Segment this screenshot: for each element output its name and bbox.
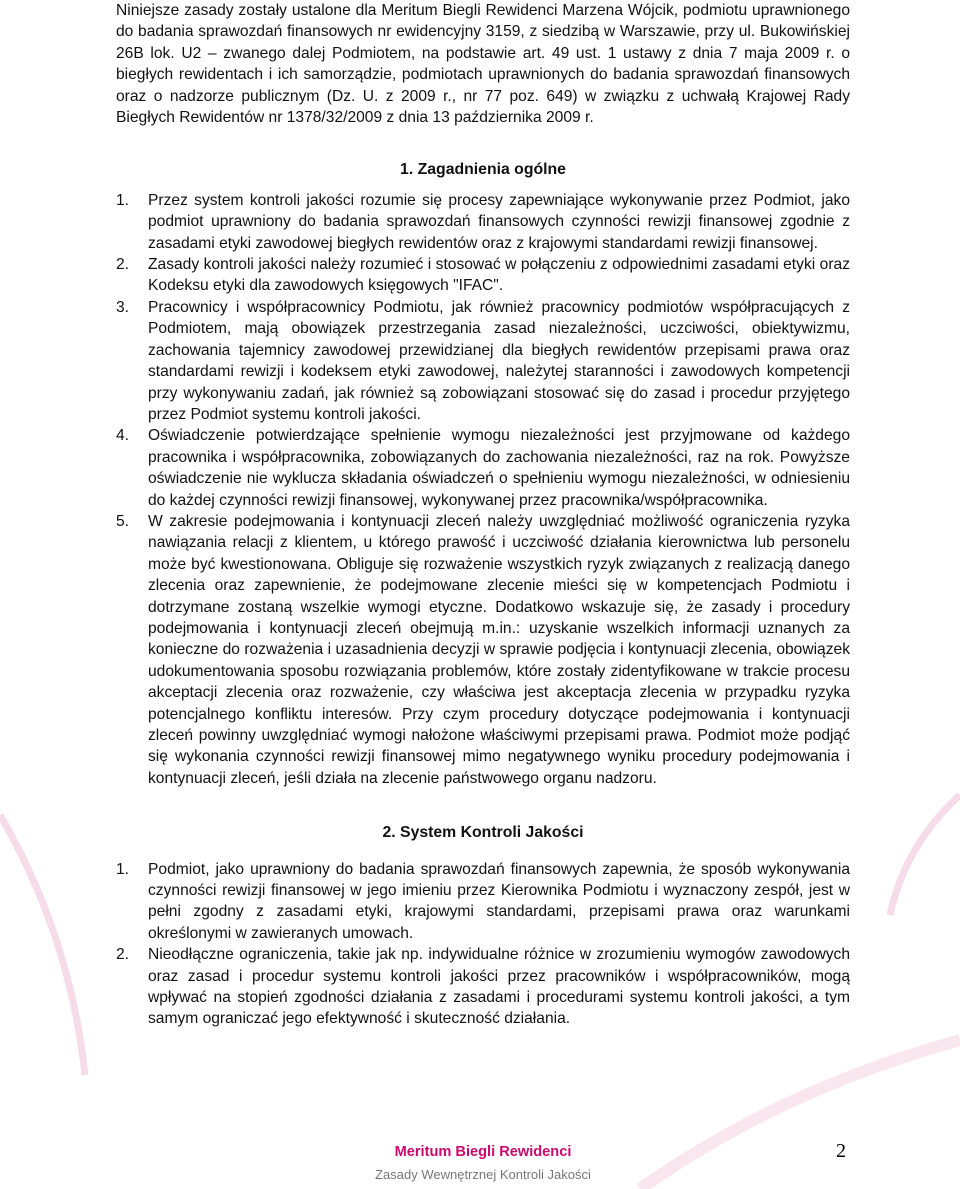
list-item: 4. Oświadczenie potwierdzające spełnienie wymogu niezależności jest przyjmowane od każdego pracownika i współpracownika, zobowiązanych do zachowania niezależności, raz na rok. Powyższe oświadczenie nie wyklucza składania oświadczeń o spełnieniu wymogu niezależności, w odniesieniu do każdej czynności rewizji finansowej, wykonywanej przez pracownika/współpracownika.	[116, 427, 850, 509]
document-page	[116, 0, 850, 1030]
list-item: 3. Pracownicy i współpracownicy Podmiotu, jak również pracownicy podmiotów współpracujących z Podmiotem, mają obowiązek przestrzegania zasad niezależności, uczciwości, obiektywizmu, zachowania tajemnicy zawodowej przewidzianej dla biegłych rewidentów przepisami prawa oraz standardami rewizji i kodeksem etyki zawodowej, należytej staranności i zawodowych kompetencji przy wykonywaniu zadań, jak również są zobowiązani stosować się do zasad i procedur przyjętego przez Podmiot systemu kontroli jakości.	[116, 298, 850, 423]
section-heading-quality-system: 2. System Kontroli Jakości	[382, 824, 584, 842]
section-heading-general: 1. Zagadnienia ogólne	[400, 161, 566, 179]
page-number: 2	[836, 1140, 846, 1162]
page-footer	[116, 1140, 850, 1184]
list-item: 1. Przez system kontroli jakości rozumie się procesy zapewniające wykonywanie przez Podmiot, jako podmiot uprawniony do badania sprawozdań finansowych czynności rewizji finansowej zgodnie z zasadami etyki zawodowej biegłych rewidentów oraz z krajowymi standardami rewizji finansowej.	[116, 191, 850, 252]
list-item: 5. W zakresie podejmowania i kontynuacji zleceń należy uwzględniać możliwość ograniczenia ryzyka nawiązania relacji z klientem, u którego prawość i uczciwość działania kierownictwa lub personelu może być kwestionowana. Obliguje się rozważenie wszystkich ryzyk związanych z realizacją danego zlecenia oraz zapewnienie, że podejmowane zlecenie mieści się w kompetencjach Podmiotu i dotrzymane zostaną wszelkie wymogi etyczne. Dodatkowo wskazuje się, że zasady i procedury podejmowania i kontynuacji zleceń obejmują m.in.: uzyskanie wszelkich informacji uznanych za konieczne do rozważenia i uzasadnienia decyzji w sprawie podjęcia i kontynuacji zlecenia, obowiązek udokumentowania sposobu rozwiązania problemów, które zostały zidentyfikowane w trakcie procesu akceptacji zlecenia oraz rozważenie, czy właściwa jest akceptacja zlecenia w przypadku ryzyka potencjalnego konfliktu interesów. Przy czym procedury dotyczące podejmowania i kontynuacji zleceń powinny uwzględniać wymogi nałożone właściwymi przepisami prawa. Podmiot może podjąć się wykonania czynności rewizji finansowej mimo negatywnego wyniku procedury podejmowania i kontynuacji zleceń, jeśli działa na zlecenie państwowego organu nadzoru.	[116, 512, 850, 787]
list-item: 2. Zasady kontroli jakości należy rozumieć i stosować w połączeniu z odpowiednimi zasadami etyki oraz Kodeksu etyki dla zawodowych księgowych "IFAC".	[116, 256, 850, 295]
list-item: 1. Podmiot, jako uprawniony do badania sprawozdań finansowych zapewnia, że sposób wykonywania czynności rewizji finansowej w jego imieniu przez Kierownika Podmiotu i wyznaczony zespół, jest w pełni zgodny z zasadami etyki, krajowymi standardami, przepisami prawa oraz warunkami określonymi w zawieranych umowach.	[116, 860, 850, 942]
footer-document-title: Zasady Wewnętrznej Kontroli Jakości	[375, 1167, 591, 1182]
intro-paragraph: Niniejsze zasady zostały ustalone dla Meritum Biegli Rewidenci Marzena Wójcik, podmiotu uprawnionego do badania sprawozdań finansowych nr ewidencyjny 3159, z siedzibą w Warszawie, przy ul. Bukowińskiej 26B lok. U2 – zwanego dalej Podmiotem, na podstawie art. 49 ust. 1 ustawy z dnia 7 maja 2009 r. o biegłych rewidentach i ich samorządzie, podmiotach uprawnionych do badania sprawozdań finansowych oraz o nadzorze publicznym (Dz. U. z 2009 r., nr 77 poz. 649) w związku z uchwałą Krajowej Rady Biegłych Rewidentów nr 1378/32/2009 z dnia 13 października 2009 r.	[116, 2, 850, 127]
footer-company-name: Meritum Biegli Rewidenci	[394, 1144, 572, 1160]
section-general-list	[116, 190, 850, 789]
list-item: 2. Nieodłączne ograniczenia, takie jak np. indywidualne różnice w zrozumieniu wymogów zawodowych oraz zasad i procedur systemu kontroli jakości przez pracowników i współpracowników, mogą wpływać na stopień zgodności działania z zasadami i procedurami systemu kontroli jakości, a tym samym ograniczać jego efektywność i skuteczność działania.	[116, 946, 850, 1028]
section-quality-system-list	[116, 859, 850, 1030]
